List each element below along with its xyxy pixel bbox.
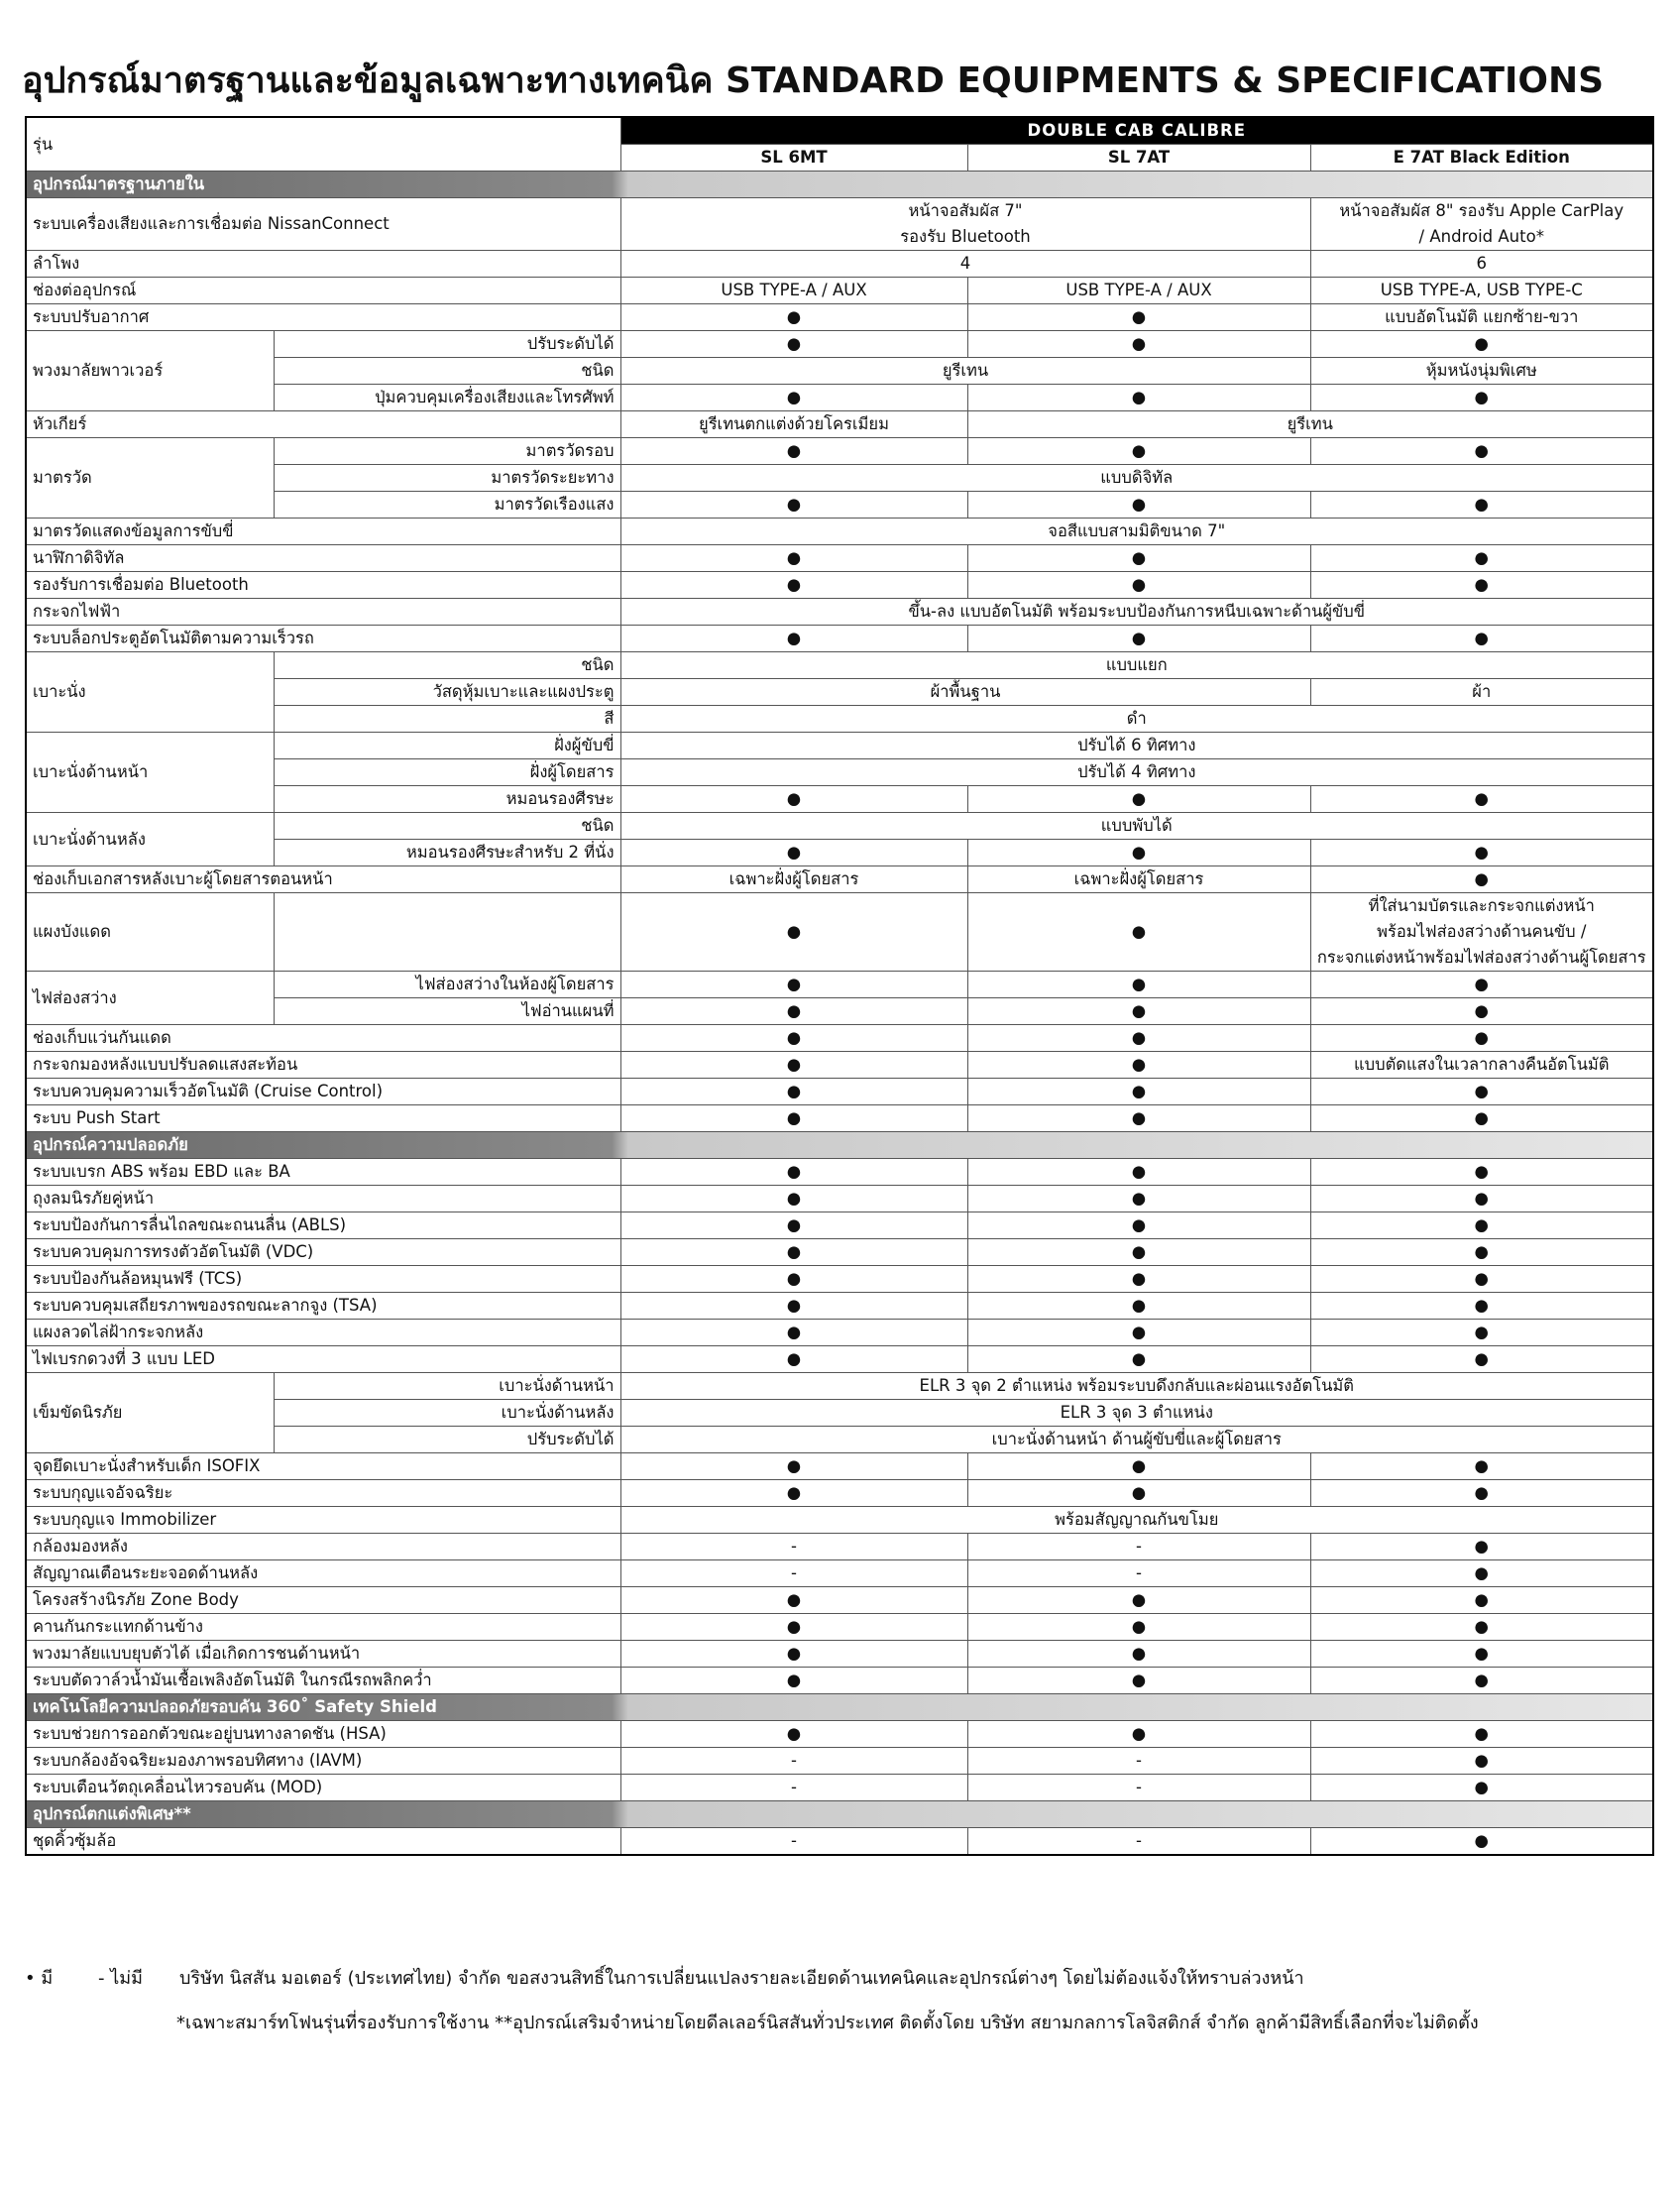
- sub-label: ปรับระดับได้: [274, 1427, 620, 1453]
- model-label: รุ่น: [26, 117, 620, 172]
- bullet-mark: ●: [967, 1105, 1310, 1132]
- spec-row: [26, 1641, 1653, 1668]
- bullet-mark: ●: [967, 1320, 1310, 1346]
- spec-row: [26, 572, 1653, 599]
- value-cell: ปรับได้ 6 ทิศทาง: [620, 733, 1653, 759]
- bullet-mark: ●: [1310, 1453, 1653, 1480]
- spec-row: [26, 304, 1653, 331]
- bullet-mark: ●: [1310, 385, 1653, 411]
- section-header-row: [26, 1132, 1653, 1159]
- spec-table: [25, 116, 1654, 1856]
- value-cell: USB TYPE-A, USB TYPE-C: [1310, 278, 1653, 304]
- bullet-mark: ●: [1310, 545, 1653, 572]
- bullet-mark: ●: [967, 840, 1310, 866]
- model-line-header: DOUBLE CAB CALIBRE: [620, 117, 1653, 145]
- sub-label: หมอนรองศีรษะ: [274, 786, 620, 813]
- bullet-mark: ●: [967, 545, 1310, 572]
- bullet-mark: ●: [620, 492, 967, 519]
- bullet-mark: ●: [620, 1668, 967, 1694]
- value-cell: USB TYPE-A / AUX: [967, 278, 1310, 304]
- value-cell: ผ้า: [1310, 679, 1653, 706]
- bullet-mark: ●: [967, 1453, 1310, 1480]
- bullet-mark: ●: [620, 1212, 967, 1239]
- dash-mark: -: [967, 1775, 1310, 1801]
- bullet-mark: ●: [967, 626, 1310, 652]
- bullet-mark: ●: [1310, 331, 1653, 358]
- spec-row: [26, 1587, 1653, 1614]
- sub-label: เบาะนั่งด้านหน้า: [274, 1373, 620, 1400]
- bullet-mark: ●: [967, 1668, 1310, 1694]
- bullet-mark: ●: [967, 1346, 1310, 1373]
- sub-label: หมอนรองศีรษะสำหรับ 2 ที่นั่ง: [274, 840, 620, 866]
- section-title: อุปกรณ์ตกแต่งพิเศษ**: [26, 1801, 1653, 1828]
- dash-mark: -: [620, 1560, 967, 1587]
- row-label: เบาะนั่ง: [26, 652, 274, 733]
- value-cell: แบบตัดแสงในเวลากลางคืนอัตโนมัติ: [1310, 1052, 1653, 1079]
- bullet-mark: ●: [1310, 1828, 1653, 1856]
- variant-header: SL 6MT: [620, 145, 967, 172]
- bullet-mark: ●: [1310, 1587, 1653, 1614]
- row-label: มาตรวัด: [26, 438, 274, 519]
- row-label: ระบบล็อกประตูอัตโนมัติตามความเร็วรถ: [26, 626, 620, 652]
- bullet-mark: ●: [620, 572, 967, 599]
- bullet-mark: ●: [620, 1239, 967, 1266]
- bullet-mark: ●: [1310, 1668, 1653, 1694]
- bullet-mark: ●: [620, 1266, 967, 1293]
- spec-row: [26, 1668, 1653, 1694]
- row-label: ระบบกุญแจอัจฉริยะ: [26, 1480, 620, 1507]
- bullet-mark: ●: [967, 1266, 1310, 1293]
- bullet-mark: ●: [967, 1587, 1310, 1614]
- bullet-mark: ●: [1310, 1641, 1653, 1668]
- dash-mark: -: [967, 1828, 1310, 1856]
- spec-row: [26, 438, 1653, 465]
- spec-row: [26, 1320, 1653, 1346]
- bullet-mark: ●: [620, 1159, 967, 1186]
- bullet-mark: ●: [620, 1587, 967, 1614]
- bullet-mark: ●: [620, 545, 967, 572]
- bullet-mark: ●: [1310, 1320, 1653, 1346]
- value-cell: ขึ้น-ลง แบบอัตโนมัติ พร้อมระบบป้องกันการหนีบเฉพาะด้านผู้ขับขี่: [620, 599, 1653, 626]
- spec-row: [26, 251, 1653, 278]
- bullet-mark: ●: [1310, 1079, 1653, 1105]
- sub-label: มาตรวัดรอบ: [274, 438, 620, 465]
- dash-mark: -: [967, 1748, 1310, 1775]
- spec-row: [26, 1079, 1653, 1105]
- bullet-mark: ●: [620, 972, 967, 998]
- bullet-mark: ●: [1310, 492, 1653, 519]
- bullet-mark: ●: [620, 1320, 967, 1346]
- bullet-mark: ●: [1310, 438, 1653, 465]
- row-label: เข็มขัดนิรภัย: [26, 1373, 274, 1453]
- legend: [25, 1963, 1304, 1992]
- bullet-mark: ●: [967, 1079, 1310, 1105]
- section-header-row: [26, 172, 1653, 198]
- spec-row: [26, 893, 1653, 972]
- spec-row: [26, 1480, 1653, 1507]
- bullet-mark: ●: [620, 1480, 967, 1507]
- row-label: ลำโพง: [26, 251, 620, 278]
- legend-not-has: - ไม่มี: [98, 1968, 143, 1989]
- variant-header: SL 7AT: [967, 145, 1310, 172]
- bullet-mark: ●: [620, 1721, 967, 1748]
- bullet-mark: ●: [620, 385, 967, 411]
- row-label: ระบบกล้องอัจฉริยะมองภาพรอบทิศทาง (IAVM): [26, 1748, 620, 1775]
- row-label: ระบบป้องกันการลื่นไถลขณะถนนลื่น (ABLS): [26, 1212, 620, 1239]
- bullet-mark: ●: [1310, 998, 1653, 1025]
- bullet-mark: ●: [620, 304, 967, 331]
- row-label: ระบบเตือนวัตถุเคลื่อนไหวรอบคัน (MOD): [26, 1775, 620, 1801]
- bullet-mark: ●: [1310, 1266, 1653, 1293]
- spec-row: [26, 1507, 1653, 1534]
- row-label: ช่องเก็บเอกสารหลังเบาะผู้โดยสารตอนหน้า: [26, 866, 620, 893]
- value-cell: พร้อมสัญญาณกันขโมย: [620, 1507, 1653, 1534]
- value-cell: เบาะนั่งด้านหน้า ด้านผู้ขับขี่และผู้โดยสาร: [620, 1427, 1653, 1453]
- row-label: โครงสร้างนิรภัย Zone Body: [26, 1587, 620, 1614]
- row-label: ไฟส่องสว่าง: [26, 972, 274, 1025]
- row-label: กล้องมองหลัง: [26, 1534, 620, 1560]
- bullet-mark: ●: [967, 1641, 1310, 1668]
- bullet-mark: ●: [967, 786, 1310, 813]
- bullet-mark: ●: [967, 1186, 1310, 1212]
- section-header-row: [26, 1694, 1653, 1721]
- bullet-mark: ●: [1310, 1775, 1653, 1801]
- row-label: เบาะนั่งด้านหลัง: [26, 813, 274, 866]
- sub-label: มาตรวัดระยะทาง: [274, 465, 620, 492]
- bullet-mark: ●: [620, 786, 967, 813]
- value-cell: ที่ใส่นามบัตรและกระจกแต่งหน้า พร้อมไฟส่องสว่างด้านคนขับ / กระจกแต่งหน้าพร้อมไฟส่องสว่างด้านผู้โดยสาร: [1310, 893, 1653, 972]
- sub-label: ชนิด: [274, 358, 620, 385]
- row-label: ไฟเบรกดวงที่ 3 แบบ LED: [26, 1346, 620, 1373]
- bullet-mark: ●: [1310, 1186, 1653, 1212]
- bullet-mark: ●: [967, 492, 1310, 519]
- bullet-mark: ●: [1310, 626, 1653, 652]
- sub-label: ปุ่มควบคุมเครื่องเสียงและโทรศัพท์: [274, 385, 620, 411]
- spec-row: [26, 1560, 1653, 1587]
- spec-row: [26, 519, 1653, 545]
- bullet-mark: ●: [620, 438, 967, 465]
- bullet-mark: ●: [620, 840, 967, 866]
- bullet-mark: ●: [1310, 572, 1653, 599]
- spec-row: [26, 1534, 1653, 1560]
- spec-row: [26, 1105, 1653, 1132]
- spec-row: [26, 1293, 1653, 1320]
- sub-label: เบาะนั่งด้านหลัง: [274, 1400, 620, 1427]
- bullet-mark: ●: [620, 1079, 967, 1105]
- sub-label: สี: [274, 706, 620, 733]
- spec-row: [26, 1346, 1653, 1373]
- bullet-mark: ●: [967, 893, 1310, 972]
- spec-row: [26, 1614, 1653, 1641]
- spec-row: [26, 1453, 1653, 1480]
- section-title: เทคโนโลยีความปลอดภัยรอบคัน 360˚ Safety Shield: [26, 1694, 1653, 1721]
- section-title: อุปกรณ์ความปลอดภัย: [26, 1132, 1653, 1159]
- bullet-mark: ●: [620, 1346, 967, 1373]
- row-label: รองรับการเชื่อมต่อ Bluetooth: [26, 572, 620, 599]
- variant-header: E 7AT Black Edition: [1310, 145, 1653, 172]
- spec-row: [26, 1052, 1653, 1079]
- bullet-mark: ●: [967, 1614, 1310, 1641]
- spec-row: [26, 1748, 1653, 1775]
- section-header-row: [26, 1801, 1653, 1828]
- disclaimer: บริษัท นิสสัน มอเตอร์ (ประเทศไทย) จำกัด ขอสงวนสิทธิ์ในการเปลี่ยนแปลงรายละเอียดด้านเทคนิคและอุปกรณ์ต่างๆ โดยไม่ต้องแจ้งให้ทราบล่วงหน้า: [179, 1968, 1304, 1989]
- value-cell: เฉพาะฝั่งผู้โดยสาร: [967, 866, 1310, 893]
- bullet-mark: ●: [967, 1721, 1310, 1748]
- sub-label: [274, 893, 620, 972]
- spec-row: [26, 1212, 1653, 1239]
- row-label: ระบบเครื่องเสียงและการเชื่อมต่อ NissanConnect: [26, 198, 620, 251]
- row-label: ระบบควบคุมเสถียรภาพของรถขณะลากจูง (TSA): [26, 1293, 620, 1320]
- row-label: กระจกไฟฟ้า: [26, 599, 620, 626]
- dash-mark: -: [620, 1748, 967, 1775]
- section-title: อุปกรณ์มาตรฐานภายใน: [26, 172, 1653, 198]
- spec-row: [26, 1373, 1653, 1400]
- row-label: ชุดคิ้วซุ้มล้อ: [26, 1828, 620, 1856]
- dash-mark: -: [967, 1560, 1310, 1587]
- row-label: สัญญาณเตือนระยะจอดด้านหลัง: [26, 1560, 620, 1587]
- row-label: หัวเกียร์: [26, 411, 620, 438]
- value-cell: 4: [620, 251, 1310, 278]
- bullet-mark: ●: [1310, 972, 1653, 998]
- sub-label: ฝั่งผู้ขับขี่: [274, 733, 620, 759]
- row-label: พวงมาลัยพาวเวอร์: [26, 331, 274, 411]
- bullet-mark: ●: [967, 438, 1310, 465]
- sub-label: ไฟส่องสว่างในห้องผู้โดยสาร: [274, 972, 620, 998]
- value-cell: แบบอัตโนมัติ แยกซ้าย-ขวา: [1310, 304, 1653, 331]
- bullet-mark: ●: [620, 1614, 967, 1641]
- bullet-mark: ●: [967, 1025, 1310, 1052]
- sub-label: ชนิด: [274, 652, 620, 679]
- dash-mark: -: [620, 1775, 967, 1801]
- sub-label: วัสดุหุ้มเบาะและแผงประตู: [274, 679, 620, 706]
- bullet-mark: ●: [1310, 1614, 1653, 1641]
- spec-row: [26, 652, 1653, 679]
- row-label: คานกันกระแทกด้านข้าง: [26, 1614, 620, 1641]
- row-label: พวงมาลัยแบบยุบตัวได้ เมื่อเกิดการชนด้านหน้า: [26, 1641, 620, 1668]
- bullet-mark: ●: [1310, 1159, 1653, 1186]
- row-label: ระบบกุญแจ Immobilizer: [26, 1507, 620, 1534]
- page-title: อุปกรณ์มาตรฐานและข้อมูลเฉพาะทางเทคนิค STANDARD EQUIPMENTS & SPECIFICATIONS: [22, 60, 1605, 101]
- bullet-mark: ●: [1310, 1025, 1653, 1052]
- spec-row: [26, 866, 1653, 893]
- spec-row: [26, 1721, 1653, 1748]
- spec-row: [26, 1239, 1653, 1266]
- bullet-mark: ●: [967, 1052, 1310, 1079]
- row-label: นาฬิกาดิจิทัล: [26, 545, 620, 572]
- value-cell: ผ้าพื้นฐาน: [620, 679, 1310, 706]
- value-cell: เฉพาะฝั่งผู้โดยสาร: [620, 866, 967, 893]
- spec-row: [26, 1775, 1653, 1801]
- value-cell: หน้าจอสัมผัส 8" รองรับ Apple CarPlay / Android Auto*: [1310, 198, 1653, 251]
- bullet-mark: ●: [1310, 1105, 1653, 1132]
- bullet-mark: ●: [1310, 1239, 1653, 1266]
- value-cell: ปรับได้ 4 ทิศทาง: [620, 759, 1653, 786]
- bullet-mark: ●: [1310, 1293, 1653, 1320]
- spec-row: [26, 1186, 1653, 1212]
- bullet-mark: ●: [967, 1480, 1310, 1507]
- row-label: จุดยึดเบาะนั่งสำหรับเด็ก ISOFIX: [26, 1453, 620, 1480]
- bullet-mark: ●: [620, 331, 967, 358]
- bullet-mark: ●: [1310, 1721, 1653, 1748]
- value-cell: ELR 3 จุด 3 ตำแหน่ง: [620, 1400, 1653, 1427]
- row-label: ระบบตัดวาล์วน้ำมันเชื้อเพลิงอัตโนมัติ ในกรณีรถพลิกคว่ำ: [26, 1668, 620, 1694]
- bullet-mark: ●: [967, 1293, 1310, 1320]
- value-cell: แบบพับได้: [620, 813, 1653, 840]
- spec-row: [26, 411, 1653, 438]
- sub-label: ฝั่งผู้โดยสาร: [274, 759, 620, 786]
- value-cell: ดำ: [620, 706, 1653, 733]
- spec-row: [26, 331, 1653, 358]
- bullet-mark: ●: [1310, 1212, 1653, 1239]
- bullet-mark: ●: [967, 572, 1310, 599]
- row-label: เบาะนั่งด้านหน้า: [26, 733, 274, 813]
- spec-row: [26, 972, 1653, 998]
- value-cell: หน้าจอสัมผัส 7" รองรับ Bluetooth: [620, 198, 1310, 251]
- bullet-mark: ●: [967, 1159, 1310, 1186]
- row-label: ช่องเก็บแว่นกันแดด: [26, 1025, 620, 1052]
- value-cell: จอสีแบบสามมิติขนาด 7": [620, 519, 1653, 545]
- bullet-mark: ●: [620, 1293, 967, 1320]
- sub-label: ปรับระดับได้: [274, 331, 620, 358]
- row-label: แผงลวดไล่ฝ้ากระจกหลัง: [26, 1320, 620, 1346]
- spec-row: [26, 198, 1653, 251]
- bullet-mark: ●: [620, 1186, 967, 1212]
- bullet-mark: ●: [1310, 1534, 1653, 1560]
- bullet-mark: ●: [620, 1052, 967, 1079]
- value-cell: ยูรีเทน: [620, 358, 1310, 385]
- row-label: ระบบ Push Start: [26, 1105, 620, 1132]
- value-cell: USB TYPE-A / AUX: [620, 278, 967, 304]
- dash-mark: -: [620, 1828, 967, 1856]
- bullet-mark: ●: [1310, 1480, 1653, 1507]
- legend-has: • มี: [25, 1968, 54, 1989]
- bullet-mark: ●: [967, 1239, 1310, 1266]
- bullet-mark: ●: [1310, 1346, 1653, 1373]
- spec-row: [26, 278, 1653, 304]
- sub-label: ไฟอ่านแผนที่: [274, 998, 620, 1025]
- value-cell: 6: [1310, 251, 1653, 278]
- row-label: แผงบังแดด: [26, 893, 274, 972]
- bullet-mark: ●: [1310, 1748, 1653, 1775]
- value-cell: ยูรีเทน: [967, 411, 1653, 438]
- bullet-mark: ●: [967, 385, 1310, 411]
- bullet-mark: ●: [620, 1453, 967, 1480]
- spec-row: [26, 733, 1653, 759]
- spec-row: [26, 1266, 1653, 1293]
- footnote: *เฉพาะสมาร์ทโฟนรุ่นที่รองรับการใช้งาน **อุปกรณ์เสริมจำหน่ายโดยดีลเลอร์นิสสันทั่วประเทศ ติดตั้งโดย บริษัท สยามกลการโลจิสติกส์ จำกัด ลูกค้ามีสิทธิ์เลือกที่จะไม่ติดตั้ง: [176, 2013, 1479, 2033]
- bullet-mark: ●: [620, 626, 967, 652]
- spec-row: [26, 1828, 1653, 1856]
- dash-mark: -: [967, 1534, 1310, 1560]
- bullet-mark: ●: [1310, 1560, 1653, 1587]
- row-label: ระบบช่วยการออกตัวขณะอยู่บนทางลาดชัน (HSA): [26, 1721, 620, 1748]
- bullet-mark: ●: [1310, 786, 1653, 813]
- spec-row: [26, 599, 1653, 626]
- bullet-mark: ●: [620, 1025, 967, 1052]
- value-cell: ยูรีเทนตกแต่งด้วยโครเมียม: [620, 411, 967, 438]
- bullet-mark: ●: [967, 972, 1310, 998]
- value-cell: แบบดิจิทัล: [620, 465, 1653, 492]
- bullet-mark: ●: [620, 1641, 967, 1668]
- bullet-mark: ●: [620, 998, 967, 1025]
- table-header-row: [26, 117, 1653, 145]
- row-label: ถุงลมนิรภัยคู่หน้า: [26, 1186, 620, 1212]
- spec-row: [26, 1159, 1653, 1186]
- spec-row: [26, 1025, 1653, 1052]
- bullet-mark: ●: [967, 304, 1310, 331]
- spec-row: [26, 545, 1653, 572]
- row-label: ระบบเบรก ABS พร้อม EBD และ BA: [26, 1159, 620, 1186]
- row-label: มาตรวัดแสดงข้อมูลการขับขี่: [26, 519, 620, 545]
- sub-label: ชนิด: [274, 813, 620, 840]
- value-cell: หุ้มหนังนุ่มพิเศษ: [1310, 358, 1653, 385]
- bullet-mark: ●: [967, 331, 1310, 358]
- row-label: ระบบควบคุมความเร็วอัตโนมัติ (Cruise Control): [26, 1079, 620, 1105]
- value-cell: ELR 3 จุด 2 ตำแหน่ง พร้อมระบบดึงกลับและผ่อนแรงอัตโนมัติ: [620, 1373, 1653, 1400]
- bullet-mark: ●: [620, 893, 967, 972]
- row-label: กระจกมองหลังแบบปรับลดแสงสะท้อน: [26, 1052, 620, 1079]
- row-label: ช่องต่ออุปกรณ์: [26, 278, 620, 304]
- bullet-mark: ●: [967, 1212, 1310, 1239]
- sub-label: มาตรวัดเรืองแสง: [274, 492, 620, 519]
- bullet-mark: ●: [620, 1105, 967, 1132]
- bullet-mark: ●: [1310, 840, 1653, 866]
- row-label: ระบบปรับอากาศ: [26, 304, 620, 331]
- row-label: ระบบป้องกันล้อหมุนฟรี (TCS): [26, 1266, 620, 1293]
- row-label: ระบบควบคุมการทรงตัวอัตโนมัติ (VDC): [26, 1239, 620, 1266]
- bullet-mark: ●: [1310, 866, 1653, 893]
- value-cell: แบบแยก: [620, 652, 1653, 679]
- bullet-mark: ●: [967, 998, 1310, 1025]
- spec-row: [26, 626, 1653, 652]
- spec-row: [26, 813, 1653, 840]
- dash-mark: -: [620, 1534, 967, 1560]
